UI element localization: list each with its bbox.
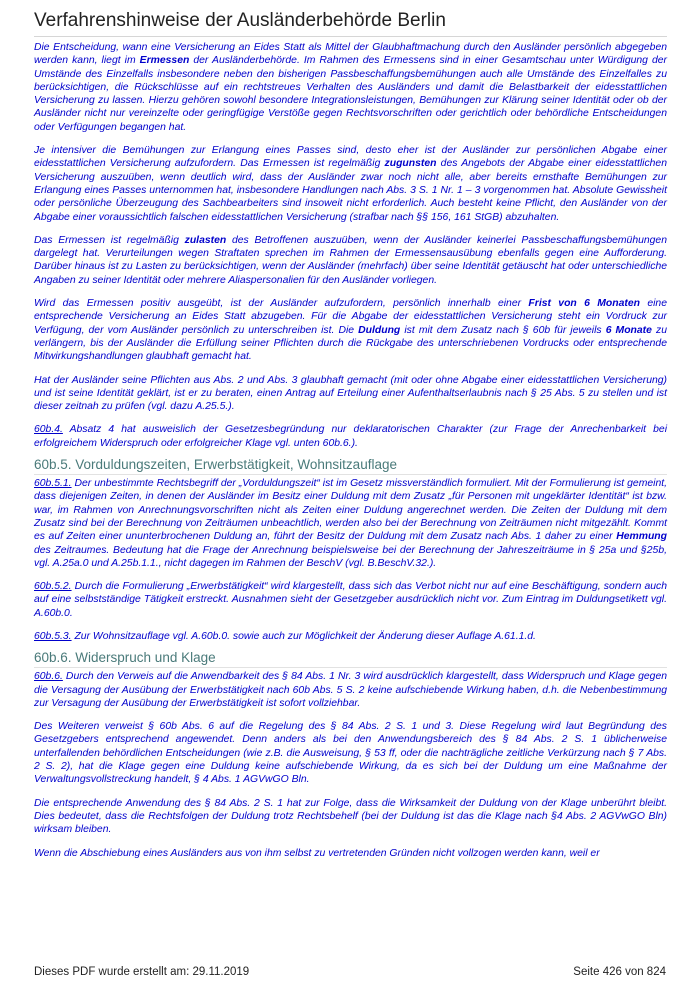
page-footer <box>34 966 666 978</box>
document-title: Verfahrenshinweise der Ausländerbehörde Berlin <box>34 10 667 37</box>
emphasis-text: zulasten <box>184 234 227 246</box>
footer-created-date: Dieses PDF wurde erstellt am: 29.11.2019 <box>34 966 250 978</box>
paragraph-text: Die entsprechende Anwendung des § 84 Abs. 2 S. 1 hat zur Folge, dass die Wirksamkeit der Duldung von der Klage unberührt bleibt. Dies bedeutet, dass die Rechtsfolgen der Duldung trotz Rechtsbehelf (bei der Duldung ist das die Klage nach §4 Abs. 2 AGVwGO Bln) wirksam bleiben. <box>34 797 667 836</box>
paragraph <box>34 234 667 287</box>
section-heading: 60b.6. Widerspruch und Klage <box>34 650 667 668</box>
paragraph <box>34 41 667 134</box>
section-reference-link[interactable]: 60b.6. <box>34 671 63 683</box>
paragraph <box>34 630 667 643</box>
paragraph-text: Wenn die Abschiebung eines Ausländers aus von ihm selbst zu vertretenden Gründen nicht vollzogen werden kann, weil er <box>34 847 600 859</box>
paragraph <box>34 670 667 710</box>
emphasis-text: Ermessen <box>139 55 190 67</box>
paragraph-text: Das Ermessen ist regelmäßig <box>34 234 185 246</box>
paragraph <box>34 847 667 860</box>
paragraph <box>34 374 667 414</box>
paragraph-text: zu verlängern, bis der Ausländer die Erfüllung seiner Pflichten durch die Rückgabe des unterschriebenen Vordrucks oder entsprechende Mitwirkungshandlungen glaubhaft gemacht hat. <box>34 324 667 363</box>
paragraph-text: Durch den Verweis auf die Anwendbarkeit des § 84 Abs. 1 Nr. 3 wird ausdrücklich klargestellt, dass Widerspruch und Klage gegen die Versagung der Ausübung der Erwerbstätigkeit nach 60b Abs. 5 S. 2 keine aufschiebende Wirkung haben, d.h. die Nebenbestimmung zur Versagung der Ausübung der Erwerbstätigkeit ist sofort vollziehbar. <box>34 671 667 709</box>
paragraph-text: eine entsprechende Versicherung an Eides Statt abzugeben. Für die Abgabe der eidesstattlichen Versicherung steht ein Vordruck zur Verfügung, der vom Ausländer persönlich zu unterschreiben ist. Die <box>34 298 667 336</box>
paragraph-text: Zur Wohnsitzauflage vgl. A.60b.0. sowie auch zur Möglichkeit der Änderung dieser Auflage A.61.1.d. <box>71 630 536 642</box>
paragraph-text: Der unbestimmte Rechtsbegriff der „Vorduldungszeit“ ist im Gesetz missverständlich formuliert. Mit der Formulierung ist gemeint, dass diejenigen Zeiten, in denen der Ausländer im Besitz einer Duldung mit dem Zusatz „für Personen mit ungeklärter Identität“ ist bzw. war, im Rahmen von Anrechnungsvorschriften nicht als Zeiten einer Duldung angerechnet werden. Die Zeiten der Duldung mit dem Zusatz sind bei der Berechnung von Zeiträumen unbeachtlich, werden also bei der Berechnung von Zeiträumen nicht mitgezählt. Kommt es auf Zeiten einer ununterbrochenen Duldung an, führt der Besitz der Duldung mit dem Zusatz nach Abs. 1 daher zu einer <box>34 478 667 543</box>
paragraph-text: Wird das Ermessen positiv ausgeübt, ist der Ausländer aufzufordern, persönlich innerhalb einer <box>34 298 529 310</box>
paragraph-text: Je intensiver die Bemühungen zur Erlangung eines Passes sind, desto eher ist der Ausländer zur persönlichen Abgabe einer eidesstattlichen Versicherung aufzufordern. Das Ermessen ist regelmäßig <box>34 145 667 170</box>
paragraph <box>34 720 667 786</box>
emphasis-text: Frist von 6 Monaten <box>528 298 640 310</box>
paragraph <box>34 423 667 450</box>
paragraph <box>34 144 667 224</box>
paragraph-text: Des Weiteren verweist § 60b Abs. 6 auf die Regelung des § 84 Abs. 2 S. 1 und 3. Diese Regelung wird laut Begründung des Gesetzgebers entsprechend angewendet. Denn anders als bei den Anwendungsbereich des § 84 Abs. 2 S. 1 üblicherweise unterfallenden behördlichen Entscheidungen (wie z.B. die Ausweisung, § 53 ff, oder die nachträgliche zeitliche Verkürzung nach § 7 Abs. 2 S. 2), hat die Klage gegen eine Duldung keine aufschiebende Wirkung, da es sich bei der Duldung um eine Maßnahme der Verwaltungsvollstreckung handelt, § 4 Abs. 1 AGVwGO Bln. <box>34 721 667 786</box>
paragraph-text: Hat der Ausländer seine Pflichten aus Abs. 2 und Abs. 3 glaubhaft gemacht (mit oder ohne Abgabe einer eidesstattlichen Versicherung) und ist seine Identität geklärt, ist er zu beraten, einen Antrag auf Erteilung einer Aufenthaltserlaubnis nach § 25 Abs. 5 zu stellen und ist dieser zeitnah zu prüfen (vgl. dazu A.25.5.). <box>34 374 667 413</box>
paragraph <box>34 797 667 837</box>
paragraph <box>34 580 667 620</box>
emphasis-text: Duldung <box>358 324 401 336</box>
footer-page-number: Seite 426 von 824 <box>573 966 666 978</box>
emphasis-text: 6 Monate <box>605 324 652 336</box>
paragraph-text: ist mit dem Zusatz nach § 60b für jeweils <box>400 324 606 336</box>
paragraph-text: des Angebots der Abgabe einer eidesstattlichen Versicherung auszuüben, wenn deutlich wird, dass der Ausländer zwar noch nicht alle, aber bereits ernsthafte Bemühungen zur Erlangung eines Passes unternommen hat, insbesondere Handlungen nach Abs. 3 S. 1 Nr. 1 – 3 vorgenommen hat. Absolute Gewissheit oder persönliche Überzeugung des Sachbearbeiters sind insoweit nicht erforderlich. Auch besteht keine Pflicht, den Ausländer von der Abgabe einer voraussichtlich falschen eidesstattlichen Versicherung (strafbar nach §§ 156, 161 StGB) abzuhalten. <box>34 158 667 223</box>
document-page <box>34 10 667 870</box>
emphasis-text: Hemmung <box>616 531 667 543</box>
paragraph-text: Die Entscheidung, wann eine Versicherung an Eides Statt als Mittel der Glaubhaftmachung durch den Ausländer persönlich abgegeben werden kann, liegt im <box>34 42 667 67</box>
section-reference-link[interactable]: 60b.5.3. <box>34 630 72 642</box>
section-reference-link[interactable]: 60b.5.1. <box>34 478 72 490</box>
section-heading: 60b.5. Vorduldungszeiten, Erwerbstätigkeit, Wohnsitzauflage <box>34 457 667 475</box>
paragraph-text: der Ausländerbehörde. Im Rahmen des Ermessens sind in einer Gesamtschau unter Würdigung der Umstände des Einzelfalls insbesondere neben den bisherigen Passbeschaffungsbemühungen auch alle Umstände des Einzelfalles zu berücksichtigen, die Rückschlüsse auf ein rechtstreues Verhalten des Ausländers und damit die Belastbarkeit der eidesstattlichen Versicherung zu lassen. Hierzu gehören sowohl besondere Integrationsleistungen, Bemühungen zur Klärung seiner Identität oder ob der Ausländer nicht nur vereinzelte oder geringfügige Verstöße gegen Rechtsvorschriften oder gerichtlich oder behördliche Entscheidungen oder Verfügungen begangen hat. <box>34 55 667 133</box>
document-body <box>34 41 667 860</box>
paragraph <box>34 477 667 570</box>
paragraph <box>34 297 667 363</box>
paragraph-text: Durch die Formulierung „Erwerbstätigkeit“ wird klargestellt, dass sich das Verbot nicht nur auf eine Beschäftigung, sondern auch auf eine selbstständige Tätigkeit erstreckt. Ausnahmen sieht der Gesetzgeber ausdrücklich nicht vor. Zum Eintrag im Duldungsetikett vgl. A.60b.0. <box>34 581 667 619</box>
section-reference-link[interactable]: 60b.5.2. <box>34 581 72 593</box>
paragraph-text: Absatz 4 hat ausweislich der Gesetzesbegründung nur deklaratorischen Charakter (zur Frage der Anrechenbarkeit bei erfolgreichem Widerspruch oder erfolgreicher Klage vgl. unten 60b.6.). <box>34 424 667 449</box>
emphasis-text: zugunsten <box>384 158 437 170</box>
paragraph-text: des Zeitraumes. Bedeutung hat die Frage der Anrechnung beispielsweise bei der Berechnung der Jahreszeiträume in § 25a und §25b, vgl. A.25a.0 und A.25b.1.1., nicht dagegen im Rahmen der BeschV (vgl. B.BeschV.32.). <box>34 544 667 569</box>
section-reference-link[interactable]: 60b.4. <box>34 424 63 436</box>
paragraph-text: des Betroffenen auszuüben, wenn der Ausländer keinerlei Passbeschaffungsbemühungen dargelegt hat. Verurteilungen wegen Straftaten sprechen im Rahmen der Ermessensausübung ebenfalls gegen eine Aufforderung. Darüber hinaus ist zu Lasten zu berücksichtigen, wenn der Ausländer (mehrfach) über seine Identität getäuscht hat oder unterschiedliche Angaben zu seiner Identität oder mehrere Aliaspersonalien für den Ausländer vorliegen. <box>34 234 667 286</box>
